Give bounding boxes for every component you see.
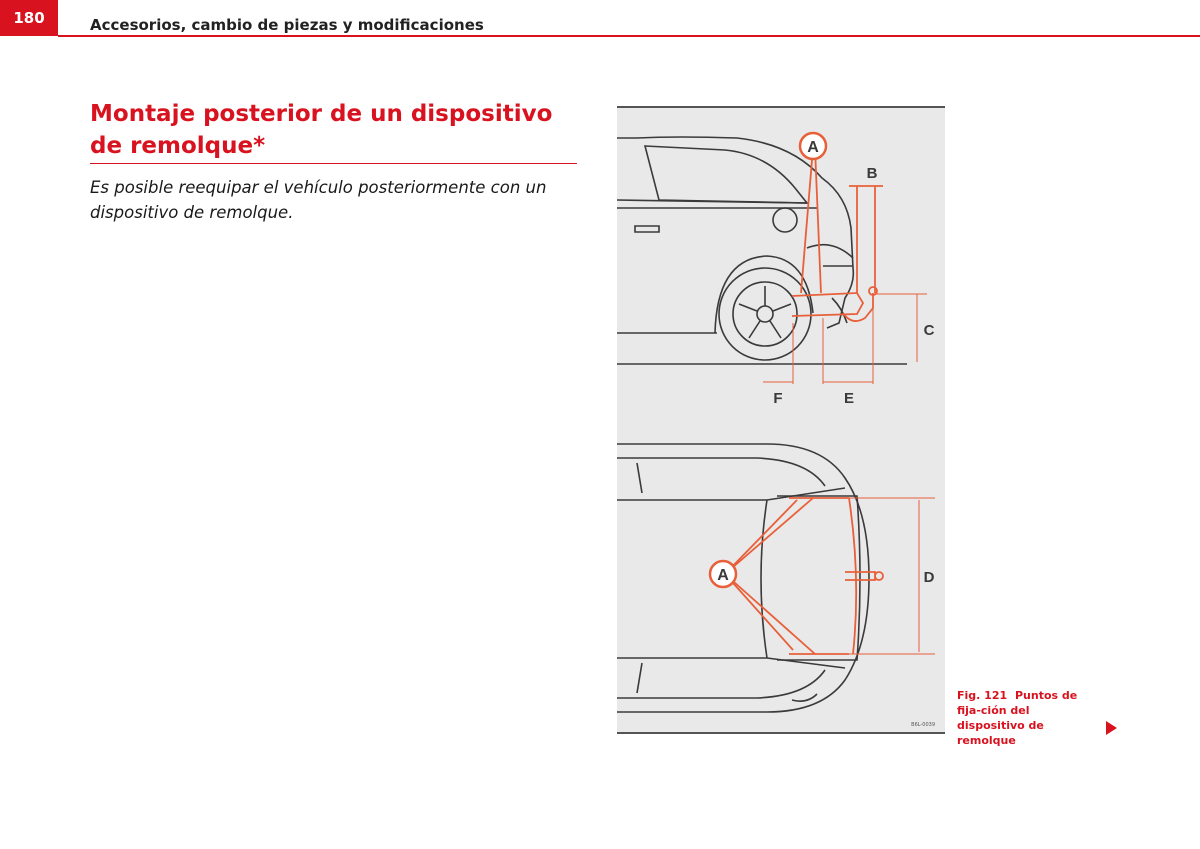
label-a-side: A — [807, 139, 819, 156]
chapter-title: Accesorios, cambio de piezas y modificaciones — [90, 16, 484, 34]
wheel — [719, 268, 811, 360]
triangle-right-icon — [1106, 721, 1117, 735]
label-d: D — [923, 569, 935, 586]
intro-text: Es posible reequipar el vehículo posteriormente con un dispositivo de remolque. — [90, 178, 547, 222]
section-title: Montaje posterior de un dispositivo de remolque* — [90, 101, 553, 159]
figure-caption — [957, 688, 1097, 748]
label-c: C — [923, 322, 935, 339]
figure-number: Fig. 121 — [957, 689, 1008, 702]
label-e: E — [843, 390, 855, 407]
label-b: B — [866, 165, 878, 182]
dimension-lines-side — [763, 294, 927, 384]
label-a-top: A — [717, 567, 729, 584]
header-rule — [58, 35, 1200, 37]
page-number: 180 — [0, 0, 58, 36]
dimension-lines-top — [849, 498, 935, 654]
figure-caption-text: Puntos de fija-ción del dispositivo de remolque — [957, 689, 1078, 747]
figure-code: B6L-0039 — [911, 722, 935, 728]
label-f: F — [773, 390, 783, 407]
title-rule — [90, 163, 577, 164]
car-top-view — [617, 444, 869, 712]
towbar-diagram — [617, 106, 945, 734]
